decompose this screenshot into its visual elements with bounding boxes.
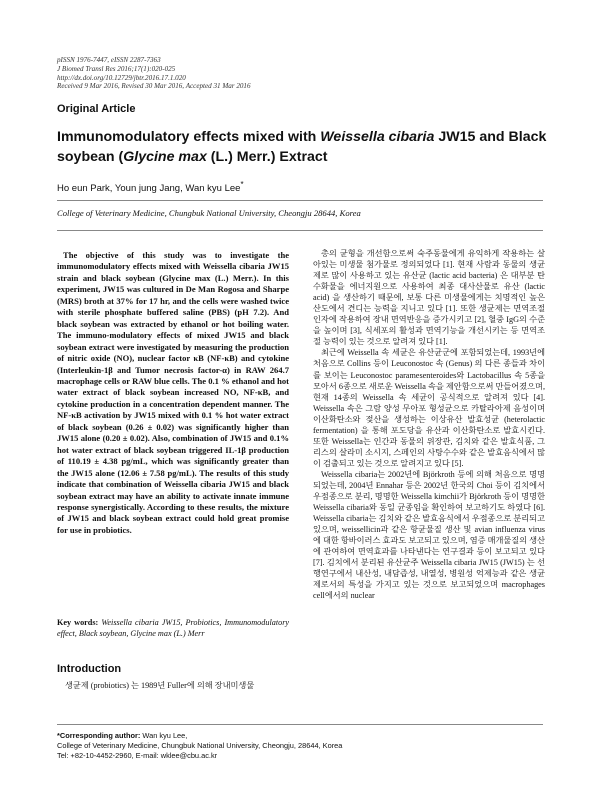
doi-link[interactable]: http://dx.doi.org/10.12729/jbtr.2016.17.1.020 — [57, 73, 186, 82]
journal-meta — [57, 56, 457, 91]
body-paragraph-3: Weissella cibaria는 2002년에 Björkroth 등에 의해 처음으로 명명되었는데, 2004년 Ennahar 등은 2002년 한국의 Choi 등이 김치에서 우점종으로 분리, 명명한 Weissella kimchii가 Björkroth 등이 명명한 Weissella cibaria와 동일 균종임을 확인하여 보고하기도 하였다 [6]. Weissella cibaria는 김치와 같은 발효음식에서 우점종으로 분리되고 있으며, weissellicin과 같은 항균물질 생산 및 avian influenza virus에 대한 항바이러스 효과도 보고되고 있으며, 염증 매개물질의 생산에 관여하여 면역효과를 나타낸다는 연구결과 등이 보고되고 있다 [7]. 김치에서 분리된 유산균주 Weissella cibaria JW15 (JW15) 는 선행연구에서 내산성, 내담즙성, 내열성, 병원성 억제능과 같은 생균제로서의 특성을 가지고 있는 것으로 보고되었으며 macrophages cell에서의 nuclear — [313, 469, 545, 601]
introduction-heading: Introduction — [57, 663, 122, 675]
body-paragraph-2: 최근에 Weissella 속 세균은 유산균군에 포함되었는데, 1993년에 처음으로 Collins 등이 Leuconostoc 속 (Genus) 의 다른 종들과 차이를 보이는 Leuconostoc paramesenteroides와 Lactobacillus 속 5종을 모아서 6종으로 새로운 Weissella 속을 제안함으로써 만들어졌으며, 현재 14종의 Weissella 속 세균이 공식적으로 알려져 있다 [4]. Weissella 속은 그람 양성 무아포 형성균으로 카탈라아제 음성이며 이산화탄소와 젖산을 생성하는 이상유산 발효성균 (heterolactic fermentation) 을 통해 포도당을 유산과 이산화탄소로 발효시킨다. 또한 Weissella는 인간과 동물의 위장관, 김치와 같은 발효식품, 그리스의 살라미 소시지, 스페인의 사탕수수와 같은 발효음식에서 많이 검출되고 있는 것으로 알려지고 있다 [5]. — [313, 348, 545, 468]
corresponding-name: Wan kyu Lee, — [140, 731, 188, 740]
article-type: Original Article — [57, 103, 136, 115]
affiliation: College of Veterinary Medicine, Chungbuk National University, Cheongju 28644, Korea — [57, 208, 361, 218]
top-divider — [57, 200, 543, 201]
title-part-3: (L.) Merr.) Extract — [206, 149, 328, 165]
body-right-column — [313, 248, 545, 602]
body-paragraph-1: 총의 균형을 개선함으로써 숙주동물에게 유익하게 작용하는 살아있는 미생물 첨가물로 정의되었다 [1]. 현재 사람과 동물의 생균제로 많이 사용하고 있는 유산균 (lactic acid bacteria) 은 대부분 탄수화물을 에너지원으로 사용하여 최종 대사산물로 유산 (lactic acid) 을 생산하기 때문에, 보통 다른 미생물에게는 치명적인 높은 산도에서 견디는 능력을 지니고 있다 [1]. 또한 생균제는 면역조절인자에 작용하여 장내 면역반응을 증가시키고 [2], 혈중 IgG의 수준을 높이며 [3], 식세포의 활성과 면역기능을 개선시키는 등 면역조절 능력이 있는 것으로 알려져 있다 [1]. — [313, 249, 545, 347]
keywords-label: Key words: — [57, 618, 99, 627]
keywords-text: Weissella cibaria JW15, Probiotics, Immunomodulatory effect, Black soybean, Glycine max (L.) Merr — [57, 618, 290, 639]
introduction-text: 생균제 (probiotics) 는 1989년 Fuller에 의해 장내미생물 — [65, 681, 255, 690]
abstract-text: The objective of this study was to investigate the immunomodulatory effects mixed with Weissella cibaria JW15 strain and black soybean (Glycine max (L.) Merr.). In this experiment, JW15 was cultured in De Man Rogosa and Sharpe (MRS) broth at 37% for 17 hr, and the cells were washed twice with sterile phosphate buffered saline (PBS) (pH 7.2). And black soybean was extracted by ethanol or hot boiling water. The immuno-modulatory effects of mixed JW15 and black soybean extract were investigated by measuring the production of nitric oxide (NO), nuclear factor κB (NF-κB) and cytokine (Interleukin-1β and Tumor necrosis factor-α) in RAW 264.7 macrophage cells or RAW blue cells. The 0.1 % ethanol and hot water extract of black soybean increased NO, NF-κB, and cytokine production in a concentration dependent manner. The NF-κB activation by JW15 mixed with 0.1 % hot water extract of black soybean (0.26 ± 0.02) was significantly higher than JW15 alone (0.20 ± 0.02). Also, combination of JW15 and 0.1% hot water extract of black soybean triggered IL-1β production of 110.19 ± 4.38 pg/mL, which was significantly greater than the JW15 alone (12.06 ± 7.58 pg/mL). The results of this study indicate that combination of Weissella cibaria JW15 and black soybean extract may have an ability to activate innate immune response synergistically. According to these results, the mixture of JW15 and black soybean extract could hold great promise for use in probiotics. — [57, 250, 289, 535]
title-species-2: Glycine max — [123, 149, 207, 165]
author-names: Ho eun Park, Youn jung Jang, Wan kyu Lee — [57, 183, 241, 195]
corresponding-author-footnote — [57, 731, 543, 762]
title-part-1: Immunomodulatory effects mixed with — [57, 129, 321, 145]
title-part-2: JW15 and Black soybean ( — [57, 129, 547, 165]
corresponding-mark: * — [240, 180, 244, 189]
corresponding-line — [57, 731, 543, 741]
corresponding-contact: Tel: +82-10-4452-2960, E-mail: wklee@cbu.ac.kr — [57, 751, 218, 761]
issn-line: pISSN 1976-7447, eISSN 2287-7363 — [57, 56, 161, 64]
article-title — [57, 127, 557, 167]
affiliation-divider — [57, 230, 543, 231]
keywords — [57, 617, 289, 639]
corresponding-address: College of Veterinary Medicine, Chungbuk National University, Cheongju, 28644, Korea — [57, 741, 343, 751]
title-species-1: Weissella cibaria — [320, 129, 435, 145]
corresponding-label: *Corresponding author: — [57, 731, 141, 740]
journal-citation: J Biomed Transl Res 2016;17(1):020-025 — [57, 64, 176, 73]
abstract-column — [57, 250, 289, 536]
footer-divider — [57, 724, 543, 725]
author-list — [57, 180, 244, 194]
received-dates: Received 9 Mar 2016, Revised 30 Mar 2016, Accepted 31 Mar 2016 — [57, 82, 251, 91]
